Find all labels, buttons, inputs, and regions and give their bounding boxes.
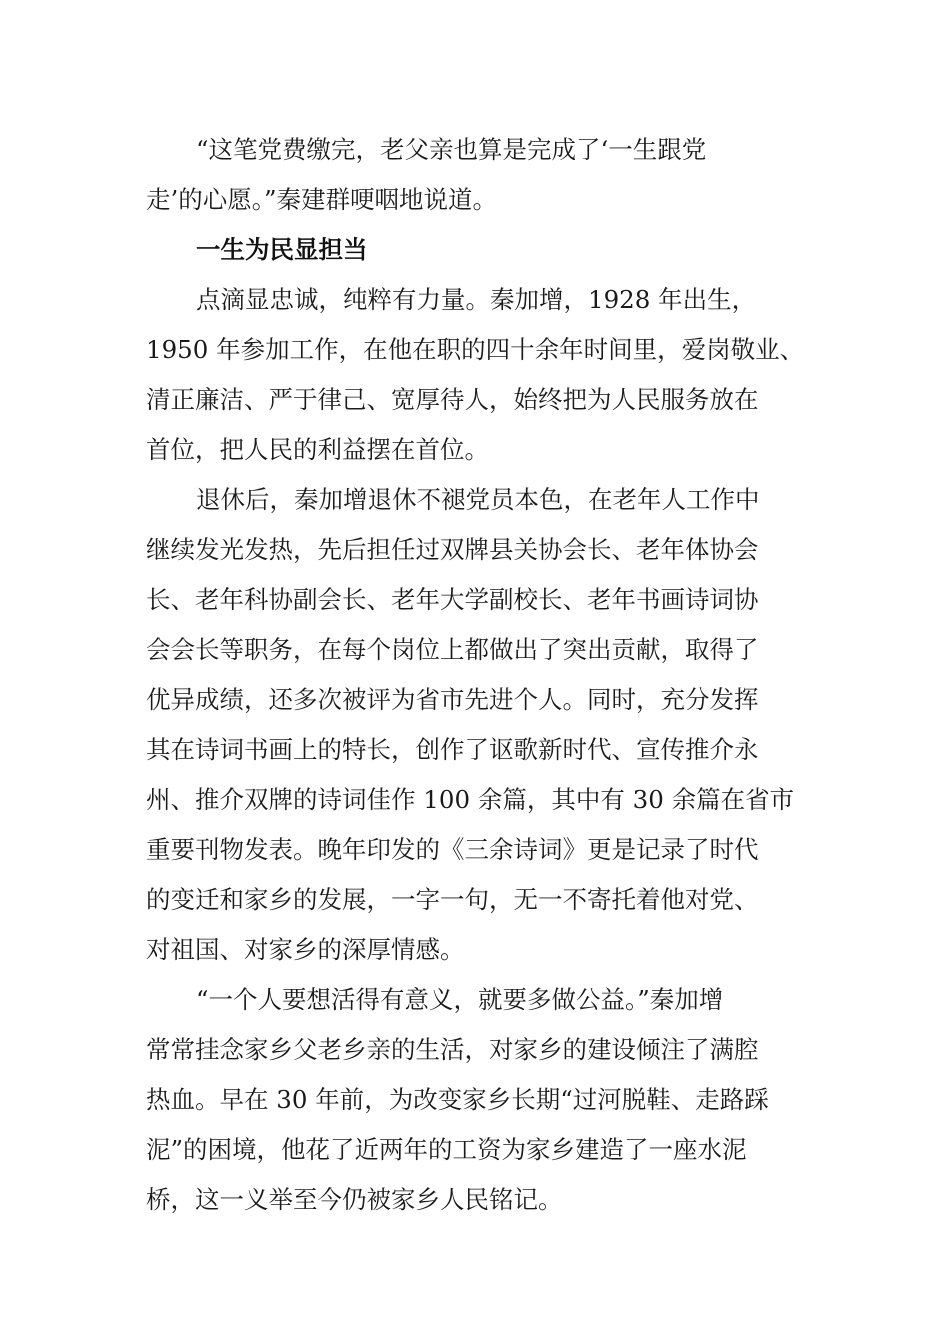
paragraph-4-line-4: 泥”的困境，他花了近两年的工资为家乡建造了一座水泥 (146, 1135, 747, 1164)
paragraph-1-line-1: “这笔党费缴完，老父亲也算是完成了‘一生跟党 (196, 135, 707, 164)
paragraph-3-line-10: 对祖国、对家乡的深厚情感。 (146, 935, 465, 964)
paragraph-3-line-5: 优异成绩，还多次被评为省市先进个人。同时，充分发挥 (146, 685, 759, 714)
paragraph-3-line-7: 州、推介双牌的诗词佳作 100 余篇，其中有 30 余篇在省市 (146, 785, 795, 814)
section-heading: 一生为民显担当 (196, 235, 368, 264)
paragraph-3-line-6: 其在诗词书画上的特长，创作了讴歌新时代、宣传推介永 (146, 735, 759, 764)
paragraph-4-line-5: 桥，这一义举至今仍被家乡人民铭记。 (146, 1185, 563, 1214)
paragraph-3-line-8: 重要刊物发表。晚年印发的《三余诗词》更是记录了时代 (146, 835, 759, 864)
paragraph-2-line-4: 首位，把人民的利益摆在首位。 (146, 435, 489, 464)
paragraph-3-line-2: 继续发光发热，先后担任过双牌县关协会长、老年体协会 (146, 535, 759, 564)
paragraph-3-line-3: 长、老年科协副会长、老年大学副校长、老年书画诗词协 (146, 585, 759, 614)
paragraph-1-line-2: 走’的心愿。”秦建群哽咽地说道。 (146, 185, 498, 214)
paragraph-4-line-2: 常常挂念家乡父老乡亲的生活，对家乡的建设倾注了满腔 (146, 1035, 759, 1064)
paragraph-2-line-3: 清正廉洁、严于律己、宽厚待人，始终把为人民服务放在 (146, 385, 759, 414)
paragraph-3-line-9: 的变迁和家乡的发展，一字一句，无一不寄托着他对党、 (146, 885, 759, 914)
paragraph-2-line-1: 点滴显忠诚，纯粹有力量。秦加增，1928 年出生， (196, 285, 757, 314)
paragraph-4-line-1: “一个人要想活得有意义，就要多做公益。”秦加增 (196, 985, 724, 1014)
paragraph-3-line-1: 退休后，秦加增退休不褪党员本色，在老年人工作中 (196, 485, 760, 514)
paragraph-3-line-4: 会会长等职务，在每个岗位上都做出了突出贡献，取得了 (146, 635, 759, 664)
paragraph-2-line-2: 1950 年参加工作，在他在职的四十余年时间里，爱岗敬业、 (146, 335, 805, 364)
paragraph-4-line-3: 热血。早在 30 年前，为改变家乡长期“过河脱鞋、走路踩 (146, 1085, 769, 1114)
